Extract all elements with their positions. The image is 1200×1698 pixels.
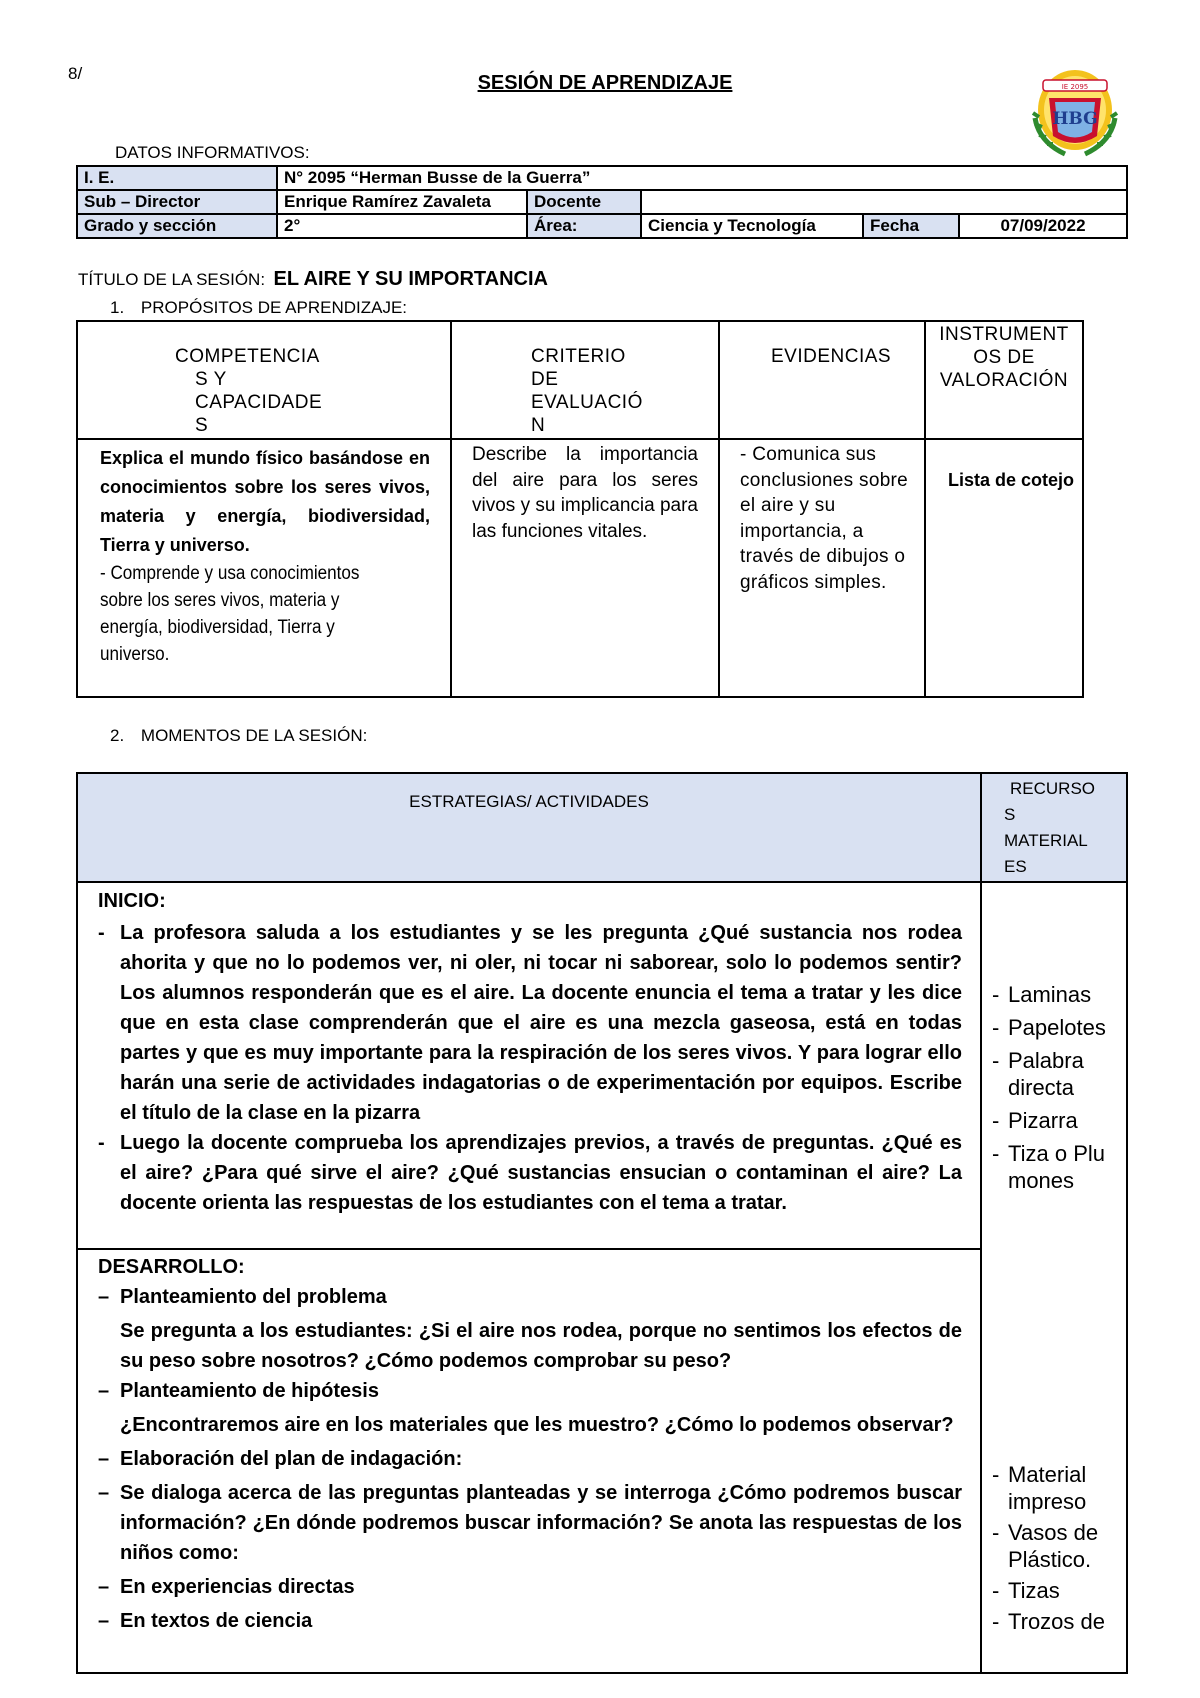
- evidencias-text: - Comunica sus conclusiones sobre el aire y su importancia, a través de dibujos o gráficos simples.: [740, 444, 909, 593]
- header-instrumentos-line: OS DE: [973, 347, 1035, 368]
- header-competencias-line: COMPETENCIA: [175, 346, 320, 367]
- header-resources-line: S: [1004, 805, 1016, 824]
- inicio-label: INICIO:: [98, 890, 166, 912]
- instrumento-text: Lista de cotejo: [948, 470, 1075, 490]
- dialogo-item: [98, 1478, 962, 1568]
- header-resources-line: ES: [1004, 857, 1027, 876]
- header-evidencias: [719, 321, 925, 439]
- propositos-number: 1.: [110, 298, 125, 317]
- datos-table: [76, 165, 1128, 239]
- grado-value: 2°: [277, 214, 527, 238]
- header-competencias-line: CAPACIDADE: [195, 392, 323, 413]
- dash-bullet: –: [98, 1610, 110, 1632]
- header-strategies-text: ESTRATEGIAS/ ACTIVIDADES: [409, 792, 649, 811]
- area-label: Área:: [527, 214, 641, 238]
- resource-item: - Laminas: [992, 982, 1092, 1007]
- fecha-label: Fecha: [863, 214, 959, 238]
- resource-item: - Palabra directa: [992, 1048, 1084, 1100]
- header-instrumentos-line: INSTRUMENT: [939, 324, 1069, 345]
- hipotesis-text: ¿Encontraremos aire en los materiales que les muestro? ¿Cómo lo podemos observar?: [120, 1414, 954, 1436]
- momentos-heading: [110, 726, 367, 746]
- problema-text: Se pregunta a los estudiantes: ¿Si el aire nos rodea, porque no sentimos los efectos de su peso sobre nosotros? ¿Cómo podemos comprobar su peso?: [120, 1320, 962, 1372]
- plan-title: Elaboración del plan de indagación:: [120, 1448, 463, 1470]
- textos-item: [98, 1606, 962, 1636]
- plan-item: [98, 1444, 962, 1474]
- dash-bullet: -: [98, 1132, 105, 1154]
- capacidad-text: - Comprende y usa conocimientos sobre los seres vivos, materia y energía, biodiversidad, Tierra y universo.: [100, 563, 360, 665]
- competencia-text: Explica el mundo físico basándose en conocimientos sobre los seres vivos, materia y energía, biodiversidad, Tierra y universo.: [100, 448, 430, 555]
- header-competencias-line: S Y: [195, 369, 227, 390]
- momentos-table: [76, 772, 1128, 1674]
- experiencias-item: [98, 1572, 962, 1602]
- header-competencias: [77, 321, 451, 439]
- resource-item: - Tiza o Plumones: [992, 1141, 1106, 1193]
- dash-bullet: –: [98, 1576, 110, 1598]
- docente-value: [641, 190, 1127, 214]
- resource-item: - Vasos de Plástico.: [992, 1520, 1099, 1572]
- inicio-item-text: Luego la docente comprueba los aprendizajes previos, a través de preguntas. ¿Qué es el aire? ¿Para qué sirve el aire? ¿Qué sustancias ensucian o contaminan el aire? La docente orienta las respuestas de los estudiantes con el tema a tratar.: [120, 1132, 962, 1214]
- criterio-text: Describe la importancia del aire para los seres vivos y su implicancia para las funciones vitales.: [472, 444, 698, 542]
- resource-item: - Trozos de: [992, 1609, 1106, 1634]
- hipotesis-item: [98, 1376, 962, 1406]
- momentos-label: MOMENTOS DE LA SESIÓN:: [140, 726, 368, 745]
- problema-title: Planteamiento del problema: [120, 1286, 387, 1308]
- experiencias-text: En experiencias directas: [120, 1576, 355, 1598]
- inicio-item: [98, 918, 962, 1128]
- header-instrumentos-line: VALORACIÓN: [939, 370, 1069, 391]
- propositos-table: [76, 320, 1084, 698]
- ie-value: N° 2095 “Herman Busse de la Guerra”: [277, 166, 1127, 190]
- propositos-heading: [110, 298, 407, 318]
- fecha-value: 07/09/2022: [959, 214, 1127, 238]
- resource-item: - Tizas: [992, 1578, 1060, 1603]
- resources-inicio: [992, 981, 1122, 1194]
- grado-label: Grado y sección: [77, 214, 277, 238]
- dash-bullet: –: [98, 1482, 110, 1504]
- school-logo: [1025, 58, 1125, 158]
- header-resources: [981, 773, 1127, 882]
- dash-bullet: –: [98, 1448, 110, 1470]
- page-number: 8/: [68, 64, 83, 83]
- resource-item: - Papelotes: [992, 1015, 1106, 1040]
- inicio-item: [98, 1128, 962, 1218]
- resource-item: - Pizarra: [992, 1108, 1078, 1133]
- header-strategies: [77, 773, 981, 882]
- competencia-cell: [77, 439, 451, 697]
- inicio-cell: [77, 882, 981, 1249]
- docente-label: Docente: [527, 190, 641, 214]
- subdirector-value: Enrique Ramírez Zavaleta: [277, 190, 527, 214]
- header-resources-line: MATERIAL: [1004, 831, 1088, 850]
- header-evidencias-text: EVIDENCIAS: [771, 346, 892, 367]
- desarrollo-cell: [77, 1249, 981, 1673]
- criterio-cell: [451, 439, 719, 697]
- session-title-label: TÍTULO DE LA SESIÓN:: [78, 270, 266, 289]
- dash-bullet: –: [98, 1286, 110, 1308]
- momentos-number: 2.: [110, 726, 125, 745]
- header-criterio-line: N: [531, 415, 546, 436]
- instrumento-cell: [925, 439, 1083, 697]
- header-criterio-line: DE: [531, 369, 559, 390]
- inicio-item-text: La profesora saluda a los estudiantes y se les pregunta ¿Qué sustancia nos rodea ahorita y que no lo podemos ver, ni oler, ni tocar ni saborear, solo lo podemos sentir? Los alumnos responderán que es el aire. La docente enuncia el tema a tratar y les dice que en esta clase comprenderán que el aire es una mezcla gaseosa, está en todas partes y que es muy importante para la respiración de los seres vivos. Y para lograr ello harán una serie de actividades indagatorias o de experimentación por equipos. Escribe el título de la clase en la pizarra: [120, 922, 962, 1124]
- dialogo-text: Se dialoga acerca de las preguntas planteadas y se interroga ¿Cómo podremos buscar información? ¿En dónde podremos buscar información? Se anota las respuestas de los niños como:: [120, 1482, 962, 1564]
- evidencias-cell: [719, 439, 925, 697]
- textos-text: En textos de ciencia: [120, 1610, 313, 1632]
- header-instrumentos: [925, 321, 1083, 439]
- propositos-label: PROPÓSITOS DE APRENDIZAJE:: [140, 298, 408, 317]
- header-resources-line: RECURSO: [1010, 779, 1096, 798]
- problema-item: [98, 1282, 962, 1312]
- datos-heading: DATOS INFORMATIVOS:: [115, 143, 310, 162]
- hipotesis-title: Planteamiento de hipótesis: [120, 1380, 379, 1402]
- dash-bullet: -: [98, 922, 105, 944]
- ie-label: I. E.: [77, 166, 277, 190]
- session-title: [78, 268, 548, 291]
- desarrollo-label: DESARROLLO:: [98, 1256, 245, 1278]
- resources-cell: [981, 882, 1127, 1673]
- resources-desarrollo: [992, 1461, 1122, 1635]
- resource-item: - Material impreso: [992, 1462, 1087, 1514]
- document-title: SESIÓN DE APRENDIZAJE: [477, 72, 733, 94]
- header-competencias-line: S: [195, 415, 209, 436]
- area-value: Ciencia y Tecnología: [641, 214, 863, 238]
- header-criterio: [451, 321, 719, 439]
- subdirector-label: Sub – Director: [77, 190, 277, 214]
- header-criterio-line: CRITERIO: [531, 346, 626, 367]
- header-criterio-line: EVALUACIÓ: [531, 392, 643, 413]
- session-title-value: EL AIRE Y SU IMPORTANCIA: [273, 268, 548, 290]
- dash-bullet: –: [98, 1380, 110, 1402]
- svg-text:HBG: HBG: [1052, 109, 1098, 129]
- svg-text:IE 2095: IE 2095: [1061, 83, 1089, 91]
